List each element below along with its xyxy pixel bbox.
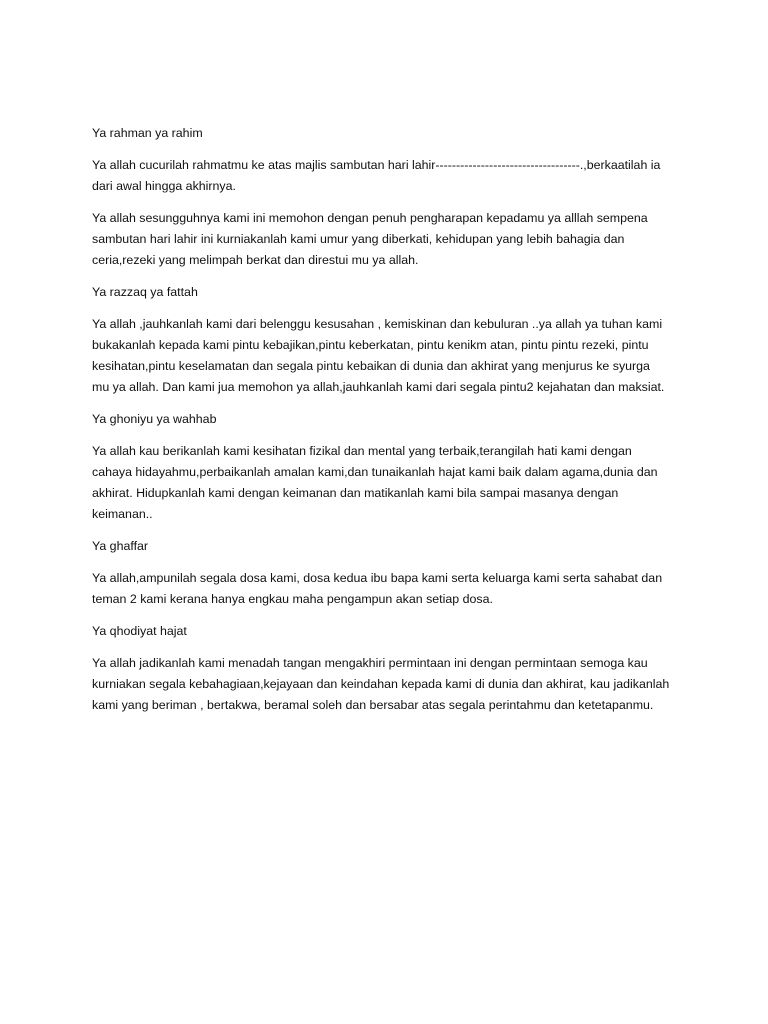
text-line: akhirat. Hidupkanlah kami dengan keimanan dan matikanlah kami bila sampai masanya dengan	[92, 486, 619, 500]
text-line: teman 2 kami kerana hanya engkau maha pengampun akan setiap dosa.	[92, 592, 493, 606]
text-line: bukakanlah kepada kami pintu kebajikan,pintu keberkatan, pintu kenikm atan, pintu pintu rezeki, pintu	[92, 338, 649, 352]
paragraph-pengharapan	[92, 208, 692, 271]
text-line: Ya allah cucurilah rahmatmu ke atas majlis sambutan hari lahir-----------------------------------.,berkaatilah ia	[92, 158, 661, 172]
text-line: Ya razzaq ya fattah	[92, 285, 198, 299]
text-line: mu ya allah. Dan kami jua memohon ya allah,jauhkanlah kami dari segala pintu2 kejahatan dan maksiat.	[92, 380, 665, 394]
document-body	[92, 123, 692, 727]
text-line: Ya allah sesungguhnya kami ini memohon dengan penuh pengharapan kepadamu ya alllah sempena	[92, 211, 648, 225]
paragraph-rahmat	[92, 155, 692, 197]
text-line: Ya allah ,jauhkanlah kami dari belenggu kesusahan , kemiskinan dan kebuluran ..ya allah ya tuhan kami	[92, 317, 663, 331]
text-line: Ya allah,ampunilah segala dosa kami, dosa kedua ibu bapa kami serta keluarga kami serta sahabat dan	[92, 571, 663, 585]
paragraph-jauhkanlah	[92, 314, 692, 398]
text-line: kami yang beriman , bertakwa, beramal soleh dan bersabar atas segala perintahmu dan ketetapanmu.	[92, 698, 654, 712]
heading-ya-rahman	[92, 123, 692, 144]
text-line: Ya ghoniyu ya wahhab	[92, 412, 217, 426]
text-line: Ya ghaffar	[92, 539, 149, 553]
paragraph-kesihatan	[92, 441, 692, 525]
text-line: dari awal hingga akhirnya.	[92, 179, 236, 193]
heading-ya-razzaq	[92, 282, 692, 303]
text-line: ceria,rezeki yang melimpah berkat dan direstui mu ya allah.	[92, 253, 419, 267]
heading-ya-qhodiyat	[92, 621, 692, 642]
text-line: kurniakan segala kebahagiaan,kejayaan dan keindahan kepada kami di dunia dan akhirat, kau jadikanlah	[92, 677, 670, 691]
paragraph-ampunilah	[92, 568, 692, 610]
text-line: Ya qhodiyat hajat	[92, 624, 187, 638]
text-line: keimanan..	[92, 507, 153, 521]
text-line: Ya allah kau berikanlah kami kesihatan fizikal dan mental yang terbaik,terangilah hati kami dengan	[92, 444, 632, 458]
text-line: cahaya hidayahmu,perbaikanlah amalan kami,dan tunaikanlah hajat kami baik dalam agama,dunia dan	[92, 465, 658, 479]
paragraph-jadikanlah	[92, 653, 692, 716]
text-line: Ya allah jadikanlah kami menadah tangan mengakhiri permintaan ini dengan permintaan semoga kau	[92, 656, 648, 670]
text-line: kesihatan,pintu keselamatan dan segala pintu kebaikan di dunia dan akhirat yang menjurus ke syurga	[92, 359, 650, 373]
text-line: sambutan hari lahir ini kurniakanlah kami umur yang diberkati, kehidupan yang lebih bahagia dan	[92, 232, 625, 246]
heading-ya-ghaffar	[92, 536, 692, 557]
text-line: Ya rahman ya rahim	[92, 126, 203, 140]
heading-ya-ghoniyu	[92, 409, 692, 430]
